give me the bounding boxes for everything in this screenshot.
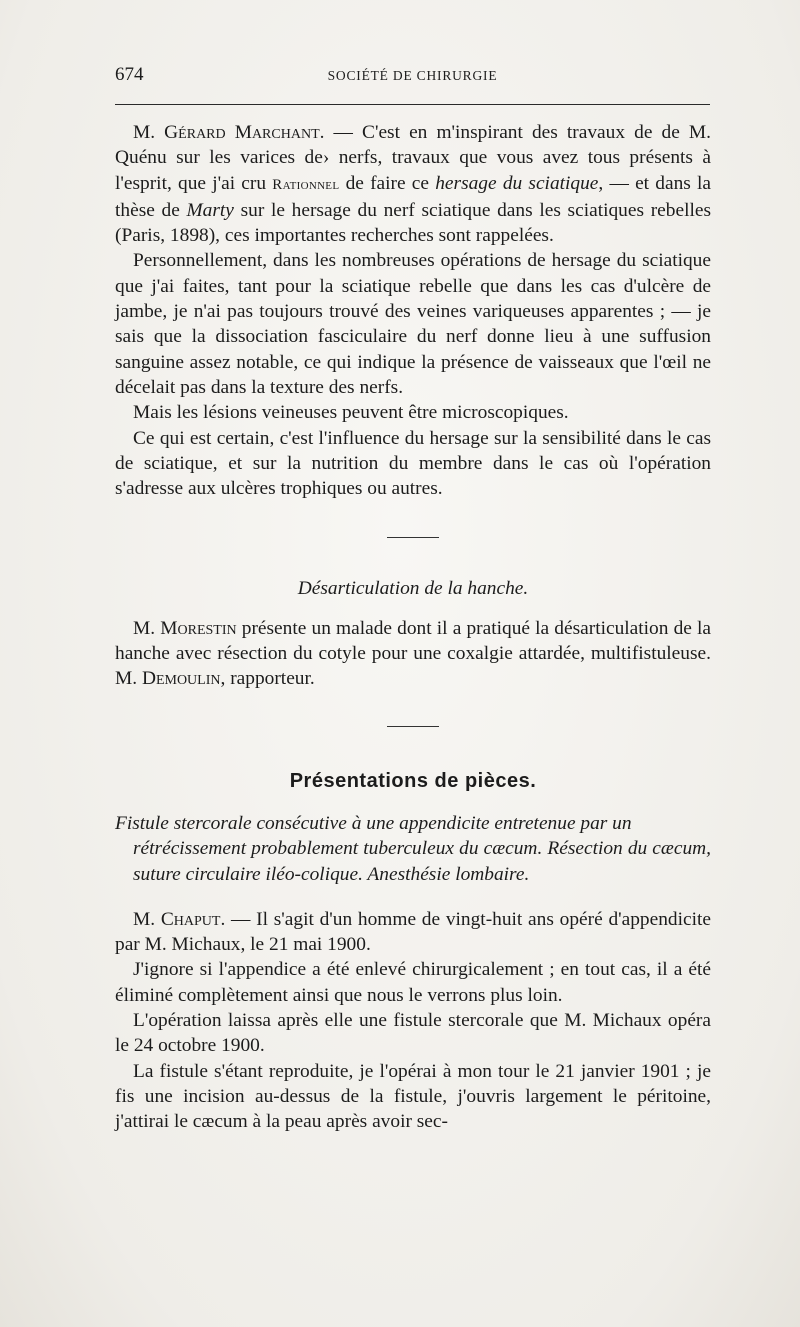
paragraph-fistule: La fistule s'étant reproduite, je l'opérai à mon tour le 21 janvier 1901 ; je fis une incision au-dessus de la fistule, j'ouvris largement le péritoine, j'attirai le cæcum à la peau après avoir sec- (115, 1060, 711, 1133)
case-subtitle (115, 811, 711, 887)
italic-author: Marty (186, 199, 234, 221)
text-segment: sur le hersage du nerf sciatique dans les sciatiques rebelles (Paris, 1898), ces importantes recherches sont rappelées. (115, 199, 712, 247)
page-body (115, 120, 711, 1135)
paragraph-chaput (115, 907, 711, 958)
paragraph-certain: Ce qui est certain, c'est l'influence du hersage sur la sensibilité dans le cas de sciatique, et sur la nutrition du membre dans le cas où l'opération s'adresse aux ulcères trophiques ou autres. (115, 427, 711, 500)
paragraph-marchant (115, 120, 711, 248)
text-segment: , — et dans la thèse de (115, 172, 712, 221)
name-chaput: Chaput (160, 908, 221, 930)
header-rule (115, 104, 710, 105)
text-segment: , rapporteur. (220, 668, 315, 690)
text-segment: M. (133, 617, 161, 639)
name-morestin: Morestin (160, 617, 237, 639)
subtitle-line: Fistule stercorale consécutive à une appendicite entretenue par un (115, 812, 632, 834)
paragraph-lesions: Mais les lésions veineuses peuvent être microscopiques. (133, 402, 569, 424)
subtitle-continuation: rétrécissement probablement tuberculeux du cæcum. Résection du cæcum, suture circulaire iléo-colique. Anesthésie lombaire. (133, 838, 711, 885)
page-header (115, 62, 710, 92)
word-rationnel: Rationnel (272, 176, 340, 193)
italic-term: hersage du sciatique (435, 172, 599, 194)
section-title-presentations: Présentations de pièces. (289, 769, 537, 792)
text-segment: présente un malade dont il a pratiqué la désarticulation de la hanche avec résection du cotyle pour une coxalgie attardée, multifistuleuse. M. (115, 617, 712, 690)
page-number: 674 (115, 64, 144, 85)
text-segment: M. (133, 908, 161, 930)
speaker-name: M. Gérard Marchant. (133, 122, 325, 143)
running-head: SOCIÉTÉ DE CHIRURGIE (327, 68, 498, 83)
section-title-desarticulation: Désarticulation de la hanche. (297, 578, 529, 600)
text-segment: . — Il s'agit d'un homme de vingt-huit ans opéré d'appendicite par M. Michaux, le 21 mai 1900. (115, 908, 711, 956)
paragraph-appendice: J'ignore si l'appendice a été enlevé chirurgicalement ; en tout cas, il a été éliminé complètement ainsi que nous le verrons plus loin. (115, 959, 711, 1006)
paragraph-personnellement: Personnellement, dans les nombreuses opérations de hersage du sciatique que j'ai faites, tant pour la sciatique rebelle que dans les cas d'ulcère de jambe, je n'ai pas toujours trouvé des veines variqueuses apparentes ; — je sais que la dissociation fasciculaire du nerf donne lieu à une suffusion sanguine assez notable, ce qui indique la présence de vaisseaux que l'œil ne décelait pas dans la texture des nerfs. (115, 250, 711, 398)
paragraph-morestin (115, 616, 711, 692)
name-demoulin: Demoulin (141, 668, 221, 690)
text-segment: — C'est en m'inspirant des travaux de de M. Quénu sur les varices de› nerfs, travaux que vous avez tous présents à l'esprit, que j'ai cru (115, 122, 711, 194)
text-segment: de faire ce (339, 172, 436, 194)
paragraph-operation: L'opération laissa après elle une fistule stercorale que M. Michaux opéra le 24 octobre 1900. (115, 1010, 711, 1057)
